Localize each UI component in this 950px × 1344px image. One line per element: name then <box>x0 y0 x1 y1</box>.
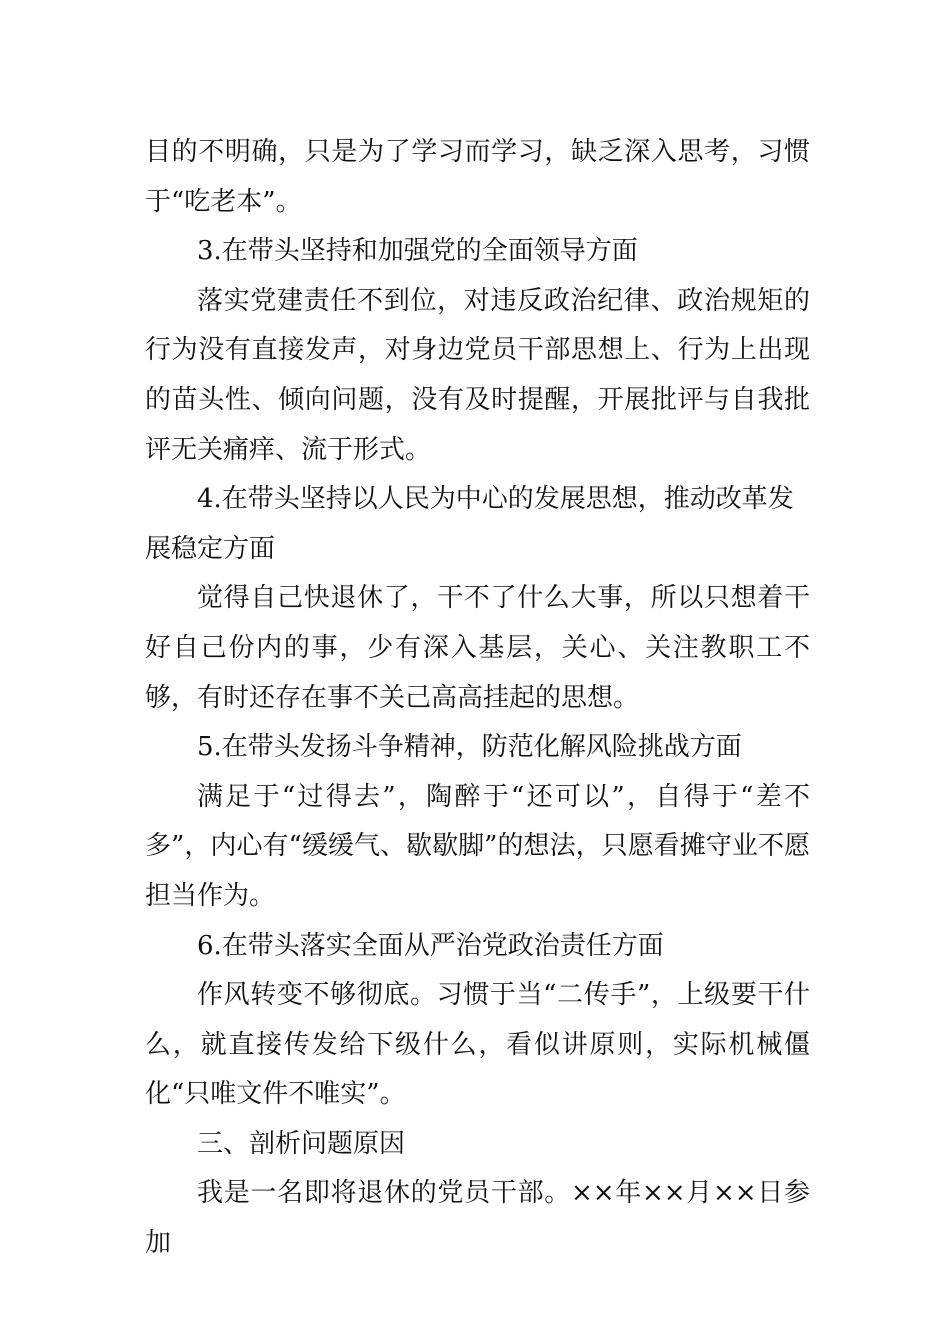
paragraph: 落实党建责任不到位，对违反政治纪律、政治规矩的行为没有直接发声，对身边党员干部思想上、行为上出现的苗头性、倾向问题，没有及时提醒，开展批评与自我批评无关痛痒、流于形式。 <box>145 285 810 465</box>
paragraph: 觉得自己快退休了，干不了什么大事，所以只想着干好自己份内的事，少有深入基层，关心、关注教职工不够，有时还存在事不关己高高挂起的思想。 <box>145 583 810 713</box>
paragraph: 作风转变不够彻底。习惯于当“二传手”，上级要干什么，就直接传发给下级什么，看似讲原则，实际机械僵化“只唯文件不唯实”。 <box>145 980 810 1110</box>
document-body <box>145 128 810 1269</box>
chapter-heading: 三、剖析问题原因 <box>197 1128 406 1159</box>
paragraph: 我是一名即将退休的党员干部。××年××月××日参加 <box>145 1178 810 1259</box>
section-heading-4: 4.在带头坚持以人民为中心的发展思想，推动改革发展稳定方面 <box>145 484 794 564</box>
paragraph: 满足于“过得去”，陶醉于“还可以”，自得于“差不多”，内心有“缓缓气、歇歇脚”的想法，只愿看摊守业不愿担当作为。 <box>145 781 810 911</box>
section-heading-3: 3.在带头坚持和加强党的全面领导方面 <box>197 236 638 267</box>
paragraph-continuation: 目的不明确，只是为了学习而学习，缺乏深入思考，习惯于“吃老本”。 <box>145 137 810 217</box>
section-heading-6: 6.在带头落实全面从严治党政治责任方面 <box>197 930 664 961</box>
section-heading-5: 5.在带头发扬斗争精神，防范化解风险挑战方面 <box>197 732 742 763</box>
